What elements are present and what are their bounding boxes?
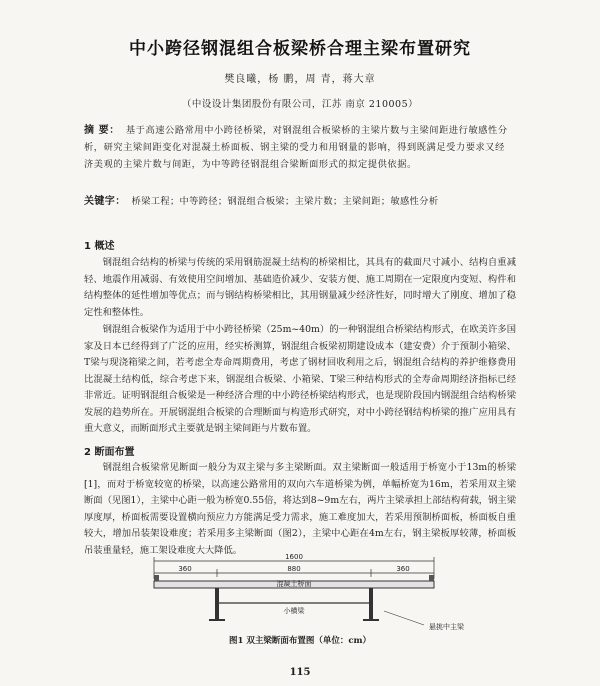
dim-mid-label: 880: [287, 565, 301, 573]
girder-flange-right: [363, 619, 379, 621]
leader-line: [384, 611, 424, 625]
abstract: [84, 122, 514, 173]
figure-1-cross-section: [84, 553, 516, 633]
keywords: [84, 194, 514, 210]
girder-label: 小横梁: [283, 607, 305, 615]
edge-label: 悬挑中主梁: [429, 623, 464, 631]
section-2-heading: 2 断面布置: [84, 447, 135, 458]
section-1-para-1: 钢混组合结构的桥梁与传统的采用钢筋混凝土结构的桥梁相比，其具有的截面尺寸减小、结构自重减轻、地震作用减弱、有效使用空间增加、基础造价减少、安装方便、施工周期在一定限度内变短、构件和结构整体的延性增加等优点；而与钢结构桥梁相比，其用钢量减少经济性好，同时增大了刚度、增加了稳定性和整体性。: [84, 257, 516, 318]
figure-1-caption: 图1 双主梁断面布置图（单位：cm）: [228, 636, 372, 646]
dim-total-label: 1600: [285, 553, 303, 561]
keywords-text: 桥梁工程；中等跨径；钢混组合板梁；主梁片数；主梁间距；敏感性分析: [131, 196, 439, 207]
dim-right-label: 360: [396, 565, 410, 573]
keywords-label: 关键字：: [84, 196, 126, 207]
steel-girder-right: [369, 588, 373, 620]
cross-section-drawing: [84, 553, 516, 633]
paper-title: 中小跨径钢混组合板梁桥合理主梁布置研究: [129, 39, 471, 59]
section-2-para-1: 钢混组合板梁常见断面一般分为双主梁与多主梁断面。双主梁断面一般适用于桥宽小于13m的桥梁[1]，而对于桥宽较宽的桥梁，以高速公路常用的双向六车道桥梁为例，单幅桥宽为16m，若采用双主梁断面（见图1），主梁中心距一般为桥宽0.55倍，将达到8~9m左右，两片主梁承担上部结构荷载，钢主梁厚度厚，桥面板需要设置横向预应力方能满足受力需求，施工难度加大，若采用预制桥面板，桥面板自重较大，增加吊装架设难度；若采用多主梁断面（图2），主梁中心距在4m左右，钢主梁板厚较薄，桥面板吊装重量轻，施工架设难度大大降低。: [84, 462, 516, 556]
affiliation: （中设设计集团股份有限公司，江苏 南京 210005）: [181, 99, 419, 110]
barrier-right: [429, 575, 434, 581]
authors: 樊良曦，杨 鹏，周 青，蒋大章: [224, 74, 376, 85]
page-number: 115: [289, 667, 311, 678]
girder-flange-left: [209, 619, 225, 621]
dim-left-label: 360: [178, 565, 192, 573]
abstract-text: 基于高速公路常用中小跨径桥梁，对钢混组合板梁桥的主梁片数与主梁间距进行敏感性分析，研究主梁间距变化对混凝土桥面板、钢主梁的受力和用钢量的影响，得到既满足受力要求又经济美观的主梁片数与间距，为中等跨径钢混组合梁断面形式的拟定提供依据。: [84, 125, 508, 170]
section-1-para-2: 钢混组合板梁作为适用于中小跨径桥梁（25m~40m）的一种钢混组合桥梁结构形式，在欧美许多国家及日本已经得到了广泛的应用，经实桥测算，钢混组合板梁初期建设成本（建安费）介于预制小箱梁、T梁与现浇箱梁之间，若考虑全寿命周期费用，考虑了钢材回收利用之后，钢混组合结构的养护维修费用比混凝土结构低，综合考虑下来，钢混组合板梁、小箱梁、T梁三种结构形式的全寿命周期经济指标已经非常近。证明钢混组合板梁是一种经济合理的中小跨径桥梁结构形式，也是现阶段国内钢混组合结构桥梁发展的趋势所在。开展钢混组合板梁的合理断面与构造形式研究，对中小跨径钢结构桥梁的推广应用具有重大意义，而断面形式主要就是钢主梁间距与片数布置。: [84, 324, 516, 434]
abstract-label: 摘 要：: [84, 125, 120, 136]
steel-girder-left: [215, 588, 219, 620]
section-1-heading: 1 概述: [84, 241, 115, 252]
barrier-left: [154, 575, 159, 581]
deck-label: 混凝土桥面: [276, 580, 312, 588]
